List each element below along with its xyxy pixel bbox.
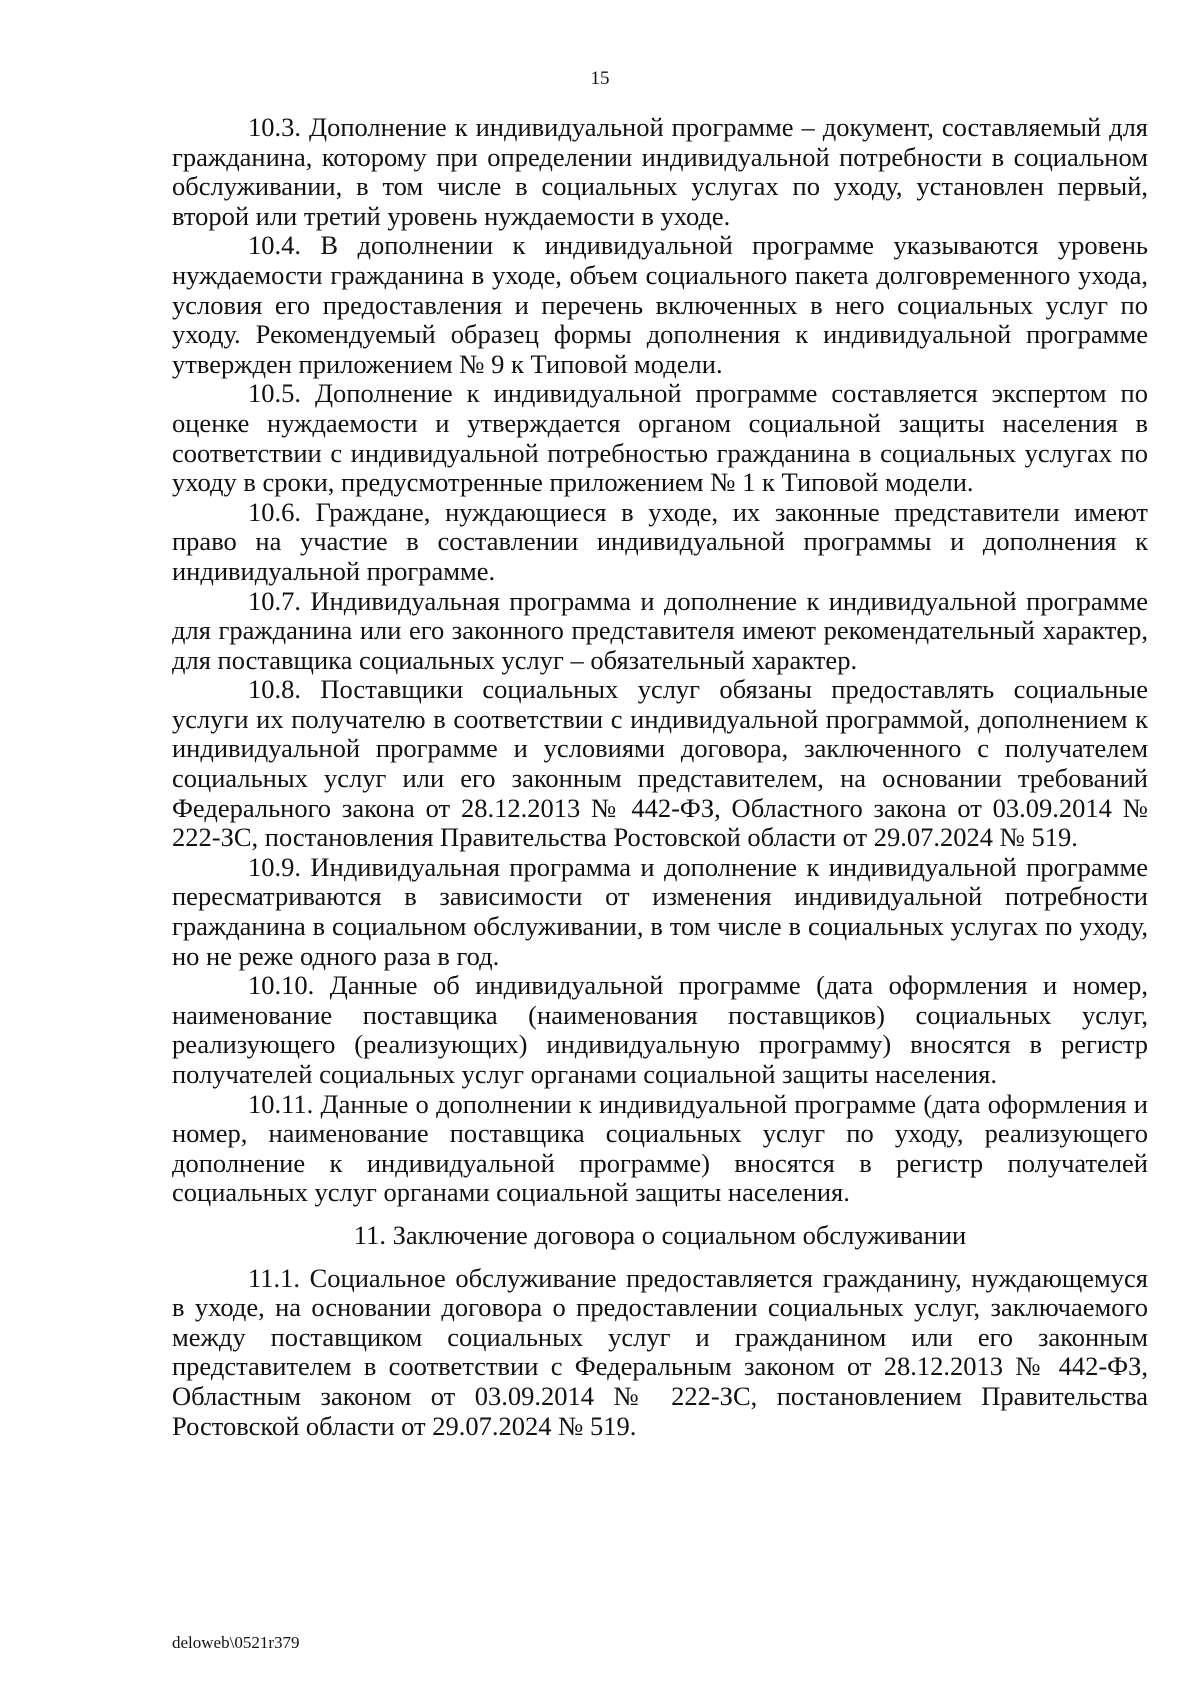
page-number: 15 [590, 68, 610, 89]
document-body [172, 113, 1148, 1441]
paragraph-11-1: 11.1. Социальное обслуживание предоставляется гражданину, нуждающемуся в уходе, на основании договора о предоставлении социальных услуг, заключаемого между поставщиком социальных услуг и гражданином или его законным представителем в соответствии с Федеральным законом от 28.12.2013 № 442-ФЗ, Областным законом от 03.09.2014 № 222-ЗС, постановлением Правительства Ростовской области от 29.07.2024 № 519. [172, 1262, 1148, 1441]
footer-document-code: deloweb\0521r379 [172, 1633, 300, 1652]
paragraph-10-8: 10.8. Поставщики социальных услуг обязаны предоставлять социальные услуги их получателю в соответствии с индивидуальной программой, дополнением к индивидуальной программе и условиями договора, заключенного с получателем социальных услуг или его законным представителем, на основании требований Федерального закона от 28.12.2013 № 442-ФЗ, Областного закона от 03.09.2014 № 222-ЗС, постановления Правительства Ростовской области от 29.07.2024 № 519. [172, 674, 1148, 853]
paragraph-10-7: 10.7. Индивидуальная программа и дополнение к индивидуальной программе для гражданина или его законного представителя имеют рекомендательный характер, для поставщика социальных услуг – обязательный характер. [172, 585, 1148, 675]
section-heading: 11. Заключение договора о социальном обслуживании [353, 1219, 967, 1250]
paragraph-10-10: 10.10. Данные об индивидуальной программе (дата оформления и номер, наименование поставщика (наименования поставщиков) социальных услуг, реализующего (реализующих) индивидуальную программу) вносятся в регистр получателей социальных услуг органами социальной защиты населения. [172, 970, 1148, 1089]
paragraph-10-5: 10.5. Дополнение к индивидуальной программе составляется экспертом по оценке нуждаемости и утверждается органом социальной защиты населения в соответствии с индивидуальной потребностью гражданина в социальных услугах по уходу в сроки, предусмотренные приложением № 1 к Типовой модели. [172, 378, 1148, 498]
paragraph-10-9: 10.9. Индивидуальная программа и дополнение к индивидуальной программе пересматриваются в зависимости от изменения индивидуальной потребности гражданина в социальном обслуживании, в том числе в социальных услугах по уходу, но не реже одного раза в год. [172, 851, 1148, 971]
paragraph-10-11: 10.11. Данные о дополнении к индивидуальной программе (дата оформления и номер, наименование поставщика социальных услуг по уходу, реализующего дополнение к индивидуальной программе) вносятся в регистр получателей социальных услуг органами социальной защиты населения. [172, 1088, 1148, 1208]
paragraph-10-4: 10.4. В дополнении к индивидуальной программе указываются уровень нуждаемости гражданина в уходе, объем социального пакета долговременного ухода, условия его предоставления и перечень включенных в него социальных услуг по уходу. Рекомендуемый образец формы дополнения к индивидуальной программе утвержден приложением № 9 к Типовой модели. [172, 230, 1148, 379]
paragraph-10-6: 10.6. Граждане, нуждающиеся в уходе, их законные представители имеют право на участие в составлении индивидуальной программы и дополнения к индивидуальной программе. [172, 496, 1148, 586]
paragraph-10-3: 10.3. Дополнение к индивидуальной программе – документ, составляемый для гражданина, которому при определении индивидуальной потребности в социальном обслуживании, в том числе в социальных услугах по уходу, установлен первый, второй или третий уровень нуждаемости в уходе. [172, 112, 1148, 231]
